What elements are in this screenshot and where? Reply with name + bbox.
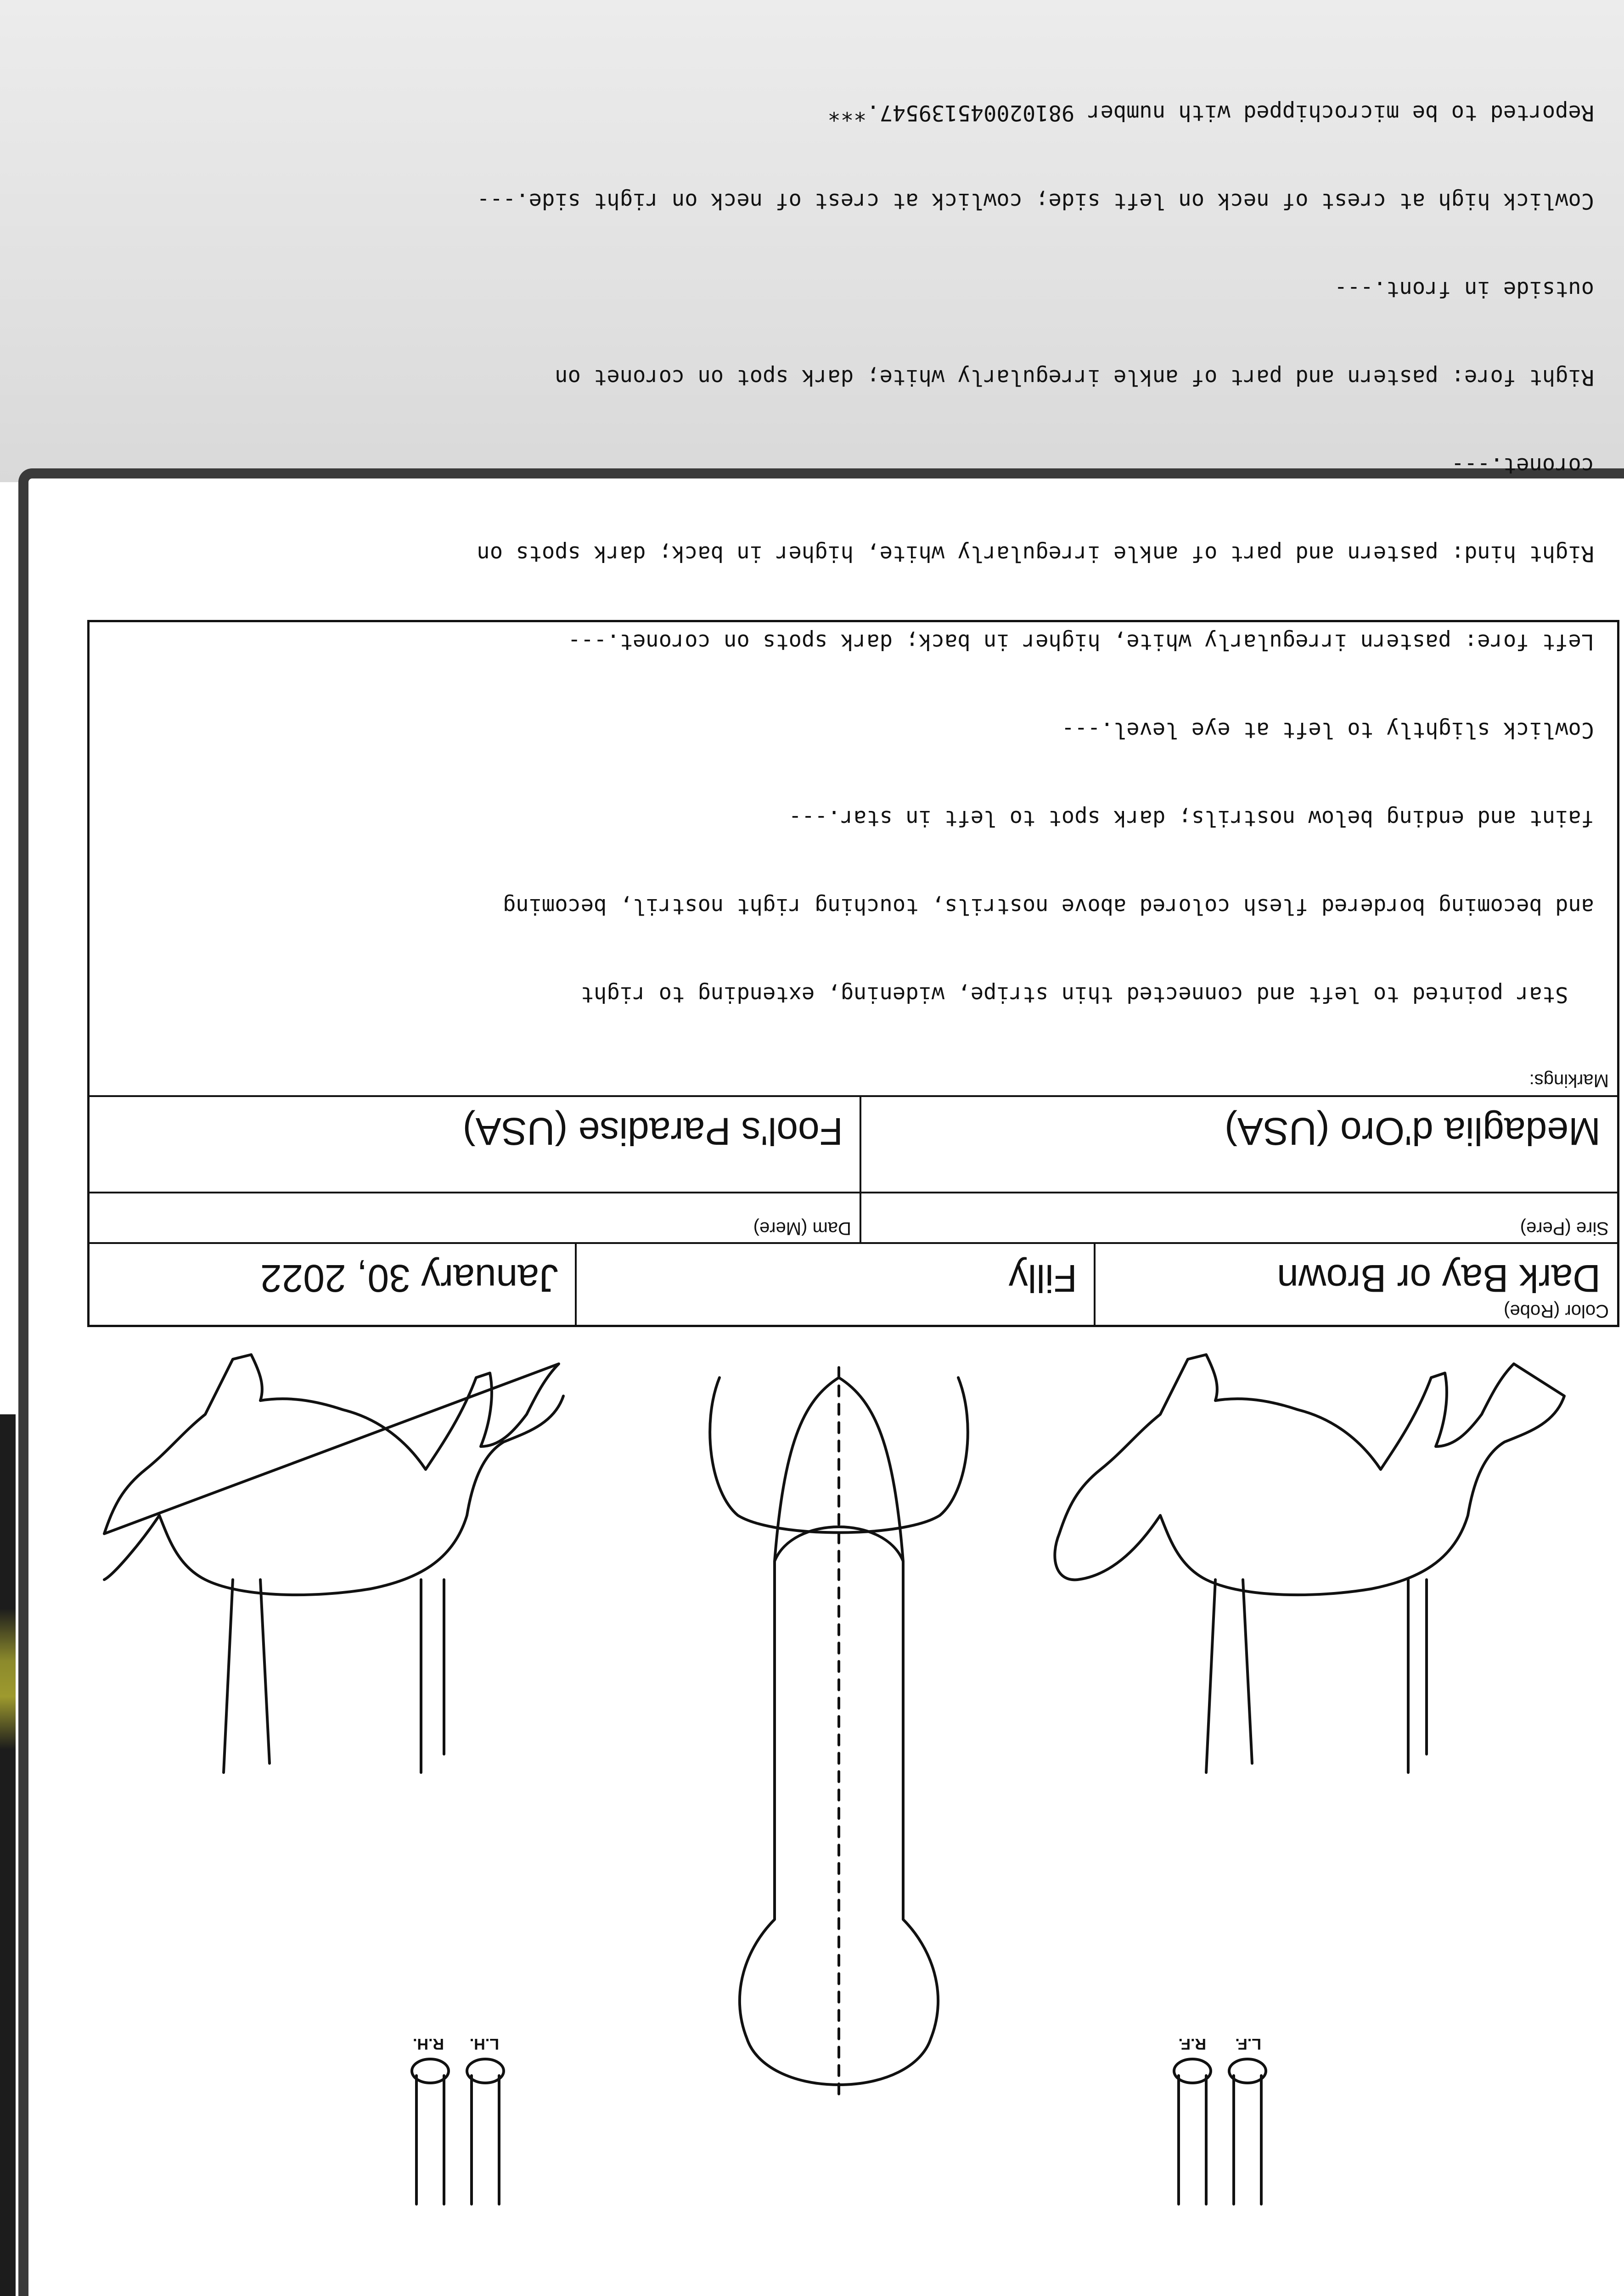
sex-cell xyxy=(575,1244,1094,1325)
hoof-diagrams xyxy=(412,2059,1266,2204)
markings-line: Reported to be microchipped with number 981020045139547.*** xyxy=(827,100,1594,125)
registration-document xyxy=(87,100,1619,2296)
markings-line: and becoming bordered flesh colored above nostrils, touching right nostril, becoming xyxy=(503,894,1594,919)
markings-line: Right hind: pastern and part of ankle irregularly white, higher in back; dark spots on xyxy=(477,541,1594,566)
horse-right-side-diagram xyxy=(104,1355,563,1773)
markings-line: Left fore: pastern irregularly white, higher in back; dark spots on coronet.--- xyxy=(568,629,1594,654)
markings-line: Cowlick high at crest of neck on left side; cowlick at crest of neck on right side.--- xyxy=(477,188,1594,214)
markings-line: Star pointed to left and connected thin stripe, widening, extending to right xyxy=(580,982,1594,1007)
dam-label-cell xyxy=(88,1193,860,1242)
color-label: Color (Robe) xyxy=(1504,1301,1609,1321)
horse-diagrams xyxy=(87,1327,1619,2296)
row-color-sex-date xyxy=(90,1242,1617,1325)
sire-value: Medaglia d'Oro (USA) xyxy=(1225,1110,1601,1153)
leg-label-lh-right: L.H. xyxy=(469,2035,499,2053)
markings-label: Markings: xyxy=(1529,1070,1609,1091)
leg-label-rf-left: R.F. xyxy=(1178,2035,1206,2053)
markings-text xyxy=(108,39,1594,1068)
markings-line: outside in front.--- xyxy=(1334,276,1594,302)
dam-label: Dam (Mere) xyxy=(753,1218,851,1238)
markings-line: Cowlick slightly to left at eye level.--- xyxy=(1061,717,1594,743)
scanner-edge-strip xyxy=(0,1414,16,2296)
color-value: Dark Bay or Brown xyxy=(1277,1257,1601,1300)
dam-value-cell xyxy=(88,1097,860,1192)
foaling-date-cell xyxy=(88,1244,575,1325)
leg-label-rh-right: R.H. xyxy=(413,2035,444,2053)
markings-line: Right fore: pastern and part of ankle irregularly white; dark spot on coronet on xyxy=(555,365,1594,390)
sex-value: Filly xyxy=(1008,1257,1077,1300)
color-cell xyxy=(1094,1244,1617,1325)
registration-form xyxy=(87,100,1619,1327)
horse-front-view-diagram xyxy=(710,1364,968,2094)
foaling-date-value: January 30, 2022 xyxy=(260,1257,558,1300)
horse-left-side-diagram xyxy=(1055,1355,1564,1773)
markings-line: coronet.--- xyxy=(1451,453,1594,478)
row-parent-values xyxy=(90,1095,1617,1192)
sire-label: Sire (Pere) xyxy=(1520,1218,1609,1238)
leg-label-lf-left: L.F. xyxy=(1235,2035,1261,2053)
dam-value: Fool's Paradise (USA) xyxy=(462,1110,843,1153)
markings-line: faint and ending below nostrils; dark spot to left in star.--- xyxy=(788,805,1594,831)
markings-section xyxy=(90,100,1617,1095)
sire-label-cell xyxy=(860,1193,1617,1242)
sire-value-cell xyxy=(860,1097,1617,1192)
row-parent-labels xyxy=(90,1192,1617,1242)
